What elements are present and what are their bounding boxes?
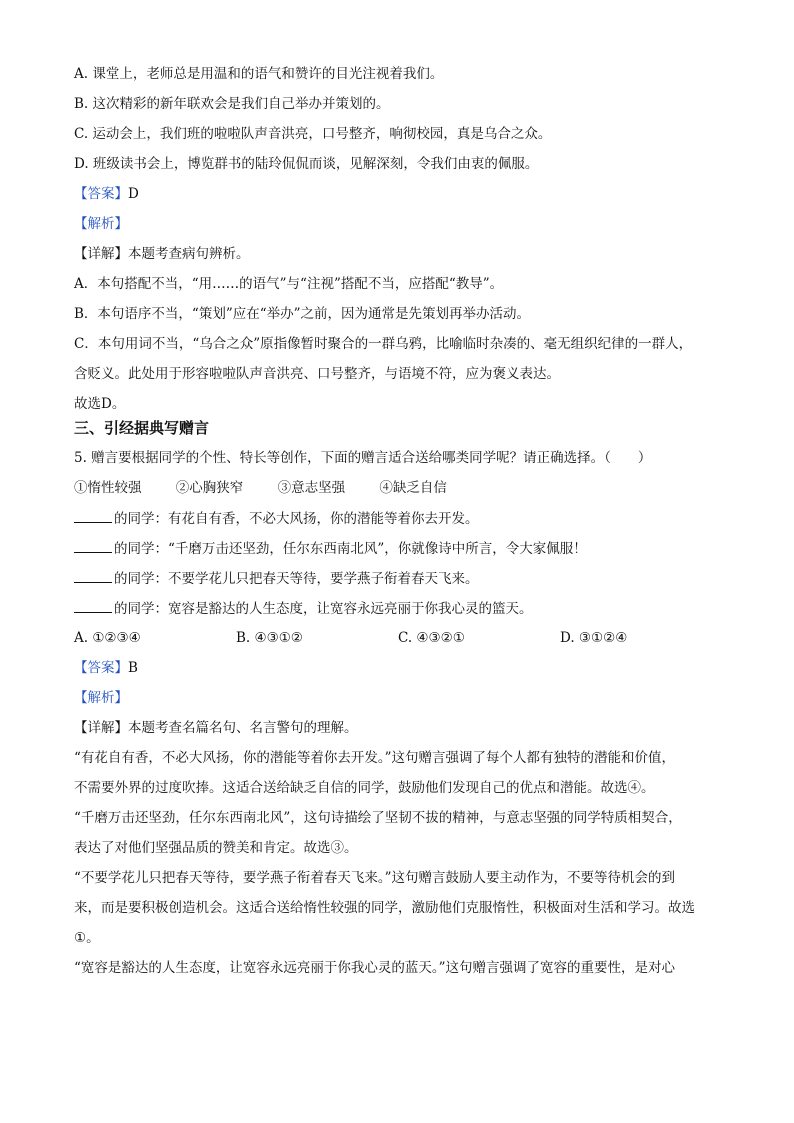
q5-blank-4 <box>74 598 734 618</box>
feature-2: ②心胸狭窄 <box>175 480 244 496</box>
q4-option-d: D. 班级读书会上，博览群书的陆玲侃侃而谈，见解深刻，令我们由衷的佩服。 <box>74 156 539 172</box>
answer-value: D <box>128 186 139 202</box>
q5-stem: 5. 赠言要根据同学的个性、特长等创作，下面的赠言适合送给哪类同学呢？请正确选择。（ ） <box>74 450 652 466</box>
fill-blank <box>74 538 112 553</box>
blank-text: 的同学：不要学花儿只把春天等待，要学燕子衔着春天飞来。 <box>114 571 479 587</box>
q4-detail-a: A．本句搭配不当，“用……的语气”与“注视”搭配不当，应搭配“教导”。 <box>74 276 504 292</box>
feature-1: ①惰性较强 <box>74 480 142 496</box>
q4-detail-intro <box>74 244 734 264</box>
q4-option-b: B. 这次精彩的新年联欢会是我们自己举办并策划的。 <box>74 96 390 112</box>
q5-option-b: B. ④③①② <box>236 630 303 646</box>
q5-para3-line1: “不要学花儿只把春天等待，要学燕子衔着春天飞来。”这句赠言鼓励人要主动作为，不要等待机会的到 <box>74 870 676 886</box>
q4-option-c: C. 运动会上，我们班的啦啦队声音洪亮，口号整齐，响彻校园，真是乌合之众。 <box>74 126 552 142</box>
q5-analysis-tag <box>74 688 734 708</box>
q5-para4-line1: “宽容是豁达的人生态度，让宽容永远亮丽于你我心灵的蓝天。”这句赠言强调了宽容的重要性，是对心 <box>74 960 676 976</box>
q5-blank-1 <box>74 508 734 528</box>
q4-analysis-tag <box>74 214 734 234</box>
section-3-title: 三、引经据典写赠言 <box>74 419 210 437</box>
answer-tag: 【答案】 <box>74 660 128 676</box>
q5-option-a: A. ①②③④ <box>74 630 141 646</box>
q4-conclusion: 故选D。 <box>74 396 126 412</box>
q5-option-d: D. ③①②④ <box>560 630 628 646</box>
q5-para1-line2: 不需要外界的过度吹捧。这适合送给缺乏自信的同学，鼓励他们发现自己的优点和潜能。故选④。 <box>74 780 655 796</box>
feature-4: ④缺乏自信 <box>379 480 447 496</box>
fill-blank <box>74 508 112 523</box>
q5-option-c: C. ④③②① <box>398 630 465 646</box>
detail-intro-text: 本题考查病句辨析。 <box>128 246 250 262</box>
q5-para3-line2: 来，而是要积极创造机会。这适合送给惰性较强的同学，激励他们克服惰性，积极面对生活和学习。故选 <box>74 900 695 916</box>
q5-para2-line2: 表达了对他们坚强品质的赞美和肯定。故选③。 <box>74 840 358 856</box>
analysis-tag: 【解析】 <box>74 216 128 232</box>
answer-value: B <box>128 660 138 676</box>
detail-tag: 【详解】 <box>74 246 128 262</box>
detail-intro-text: 本题考查名篇名句、名言警句的理解。 <box>128 720 358 736</box>
q4-option-a: A. 课堂上，老师总是用温和的语气和赞许的目光注视着我们。 <box>74 66 444 82</box>
q5-blank-2 <box>74 538 734 558</box>
q5-features <box>74 478 734 498</box>
q4-detail-c-line2: 含贬义。此处用于形容啦啦队声音洪亮、口号整齐，与语境不符，应为褒义表达。 <box>74 366 560 382</box>
q5-detail-intro <box>74 718 734 738</box>
analysis-tag: 【解析】 <box>74 690 128 706</box>
detail-tag: 【详解】 <box>74 720 128 736</box>
fill-blank <box>74 598 112 613</box>
q4-detail-c-line1: C．本句用词不当，“乌合之众”原指像暂时聚合的一群乌鸦，比喻临时杂凑的、毫无组织纪律的一群人， <box>74 336 693 352</box>
answer-tag: 【答案】 <box>74 186 128 202</box>
feature-3: ③意志坚强 <box>277 480 346 496</box>
blank-text: 的同学：宽容是豁达的人生态度，让宽容永远亮丽于你我心灵的篮天。 <box>114 601 533 617</box>
blank-text: 的同学：有花自有香，不必大风扬，你的潜能等着你去开发。 <box>114 511 479 527</box>
q4-answer <box>74 184 734 204</box>
fill-blank <box>74 568 112 583</box>
document-body <box>74 64 734 988</box>
q5-para2-line1: “千磨万击还坚劲，任尔东西南北风”，这句诗描绘了坚韧不拔的精神，与意志坚强的同学特质相契合， <box>74 810 682 826</box>
q5-para1-line1: “有花自有香，不必大风扬，你的潜能等着你去开发。”这句赠言强调了每个人都有独特的潜能和价值， <box>74 750 676 766</box>
q5-answer <box>74 658 734 678</box>
q5-options <box>74 628 734 648</box>
q5-para3-line3: ①。 <box>74 930 100 946</box>
q4-detail-b: B．本句语序不当，“策划”应在“举办”之前，因为通常是先策划再举办活动。 <box>74 306 531 322</box>
q5-blank-3 <box>74 568 734 588</box>
blank-text: 的同学：“千磨万击还坚劲，任尔东西南北风”，你就像诗中所言，令大家佩服！ <box>114 541 587 557</box>
